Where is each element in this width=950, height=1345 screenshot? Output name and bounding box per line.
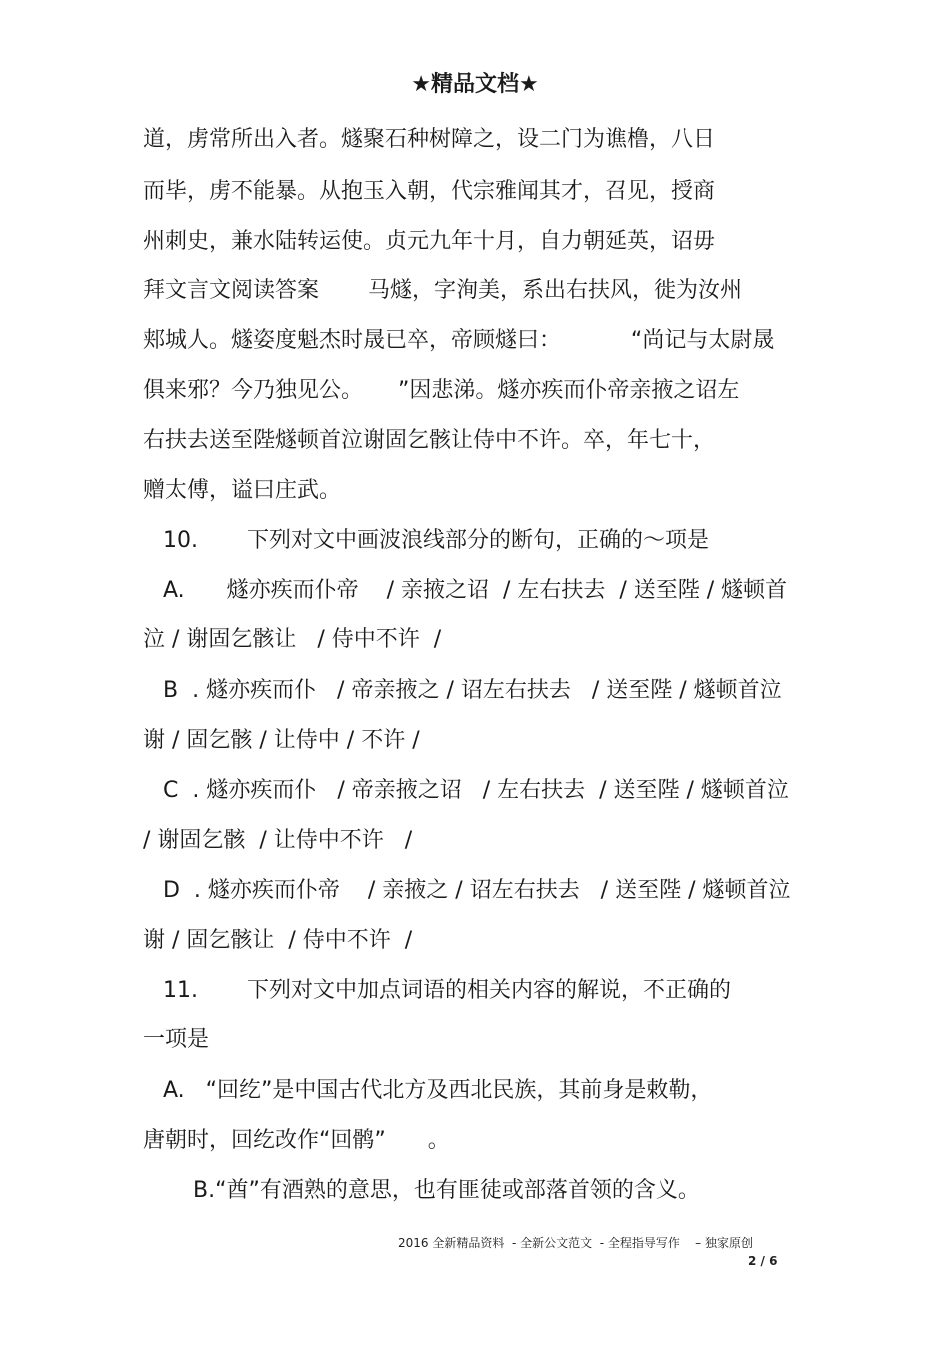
body-line-7: 右扶去送至陛燧顿首泣谢固乞骸让侍中不许。卒，年七十，	[143, 428, 716, 453]
option-c-line-2: / 谢固乞骸 / 让侍中不许 /	[143, 828, 413, 853]
body-line-1: 道，虏常所出入者。燧聚石种树障之，设二门为谯橹，八日	[143, 127, 716, 152]
option-a-line-1: A. 燧亦疾而仆帝 / 亲掖之诏 / 左右扶去 / 送至陛 / 燧顿首	[163, 578, 788, 603]
body-line-4: 拜文言文阅读答案 马燧，字洵美，系出右扶风，徙为汝州	[143, 278, 742, 303]
option-c-line-1: C . 燧亦疾而仆 / 帝亲掖之诏 / 左右扶去 / 送至陛 / 燧顿首泣	[163, 778, 789, 803]
body-line-3: 州刺史，兼水陆转运使。贞元九年十月，自力朝延英，诏毋	[143, 229, 716, 254]
q11-option-a-line-2: 唐朝时，回纥改作“回鹘” 。	[143, 1128, 450, 1153]
body-line-8: 赠太傅，谥曰庄武。	[143, 478, 342, 503]
question-11-stem: 11. 下列对文中加点词语的相关内容的解说，不正确的	[163, 978, 731, 1003]
option-b-line-1: B . 燧亦疾而仆 / 帝亲掖之 / 诏左右扶去 / 送至陛 / 燧顿首泣	[163, 678, 782, 703]
option-d-line-2: 谢 / 固乞骸让 / 侍中不许 /	[143, 928, 413, 953]
question-11-stem-cont: 一项是	[143, 1027, 210, 1052]
body-line-5: 郏城人。燧姿度魁杰时晟已卒，帝顾燧曰： “尚记与太尉晟	[143, 328, 775, 353]
footer-text: 2016 全新精品资料 - 全新公文范文 - 全程指导写作 – 独家原创	[398, 1236, 753, 1250]
question-10-stem: 10. 下列对文中画波浪线部分的断句，正确的～项是	[163, 528, 709, 553]
page-header: ★精品文档★	[411, 72, 539, 97]
q11-option-a-line-1: A. “回纥”是中国古代北方及西北民族，其前身是敕勒，	[163, 1078, 713, 1103]
q11-option-b: B.“酋”有酒熟的意思，也有匪徒或部落首领的含义。	[193, 1178, 700, 1203]
body-line-6: 俱来邪？今乃独见公。 ”因悲涕。燧亦疾而仆帝亲掖之诏左	[143, 378, 740, 403]
option-b-line-2: 谢 / 固乞骸 / 让侍中 / 不许 /	[143, 728, 420, 753]
option-d-line-1: D . 燧亦疾而仆帝 / 亲掖之 / 诏左右扶去 / 送至陛 / 燧顿首泣	[163, 878, 791, 903]
option-a-line-2: 泣 / 谢固乞骸让 / 侍中不许 /	[143, 627, 442, 652]
body-line-2: 而毕，虏不能暴。从抱玉入朝，代宗雅闻其才，召见，授商	[143, 179, 716, 204]
page-number: 2 / 6	[748, 1254, 778, 1268]
